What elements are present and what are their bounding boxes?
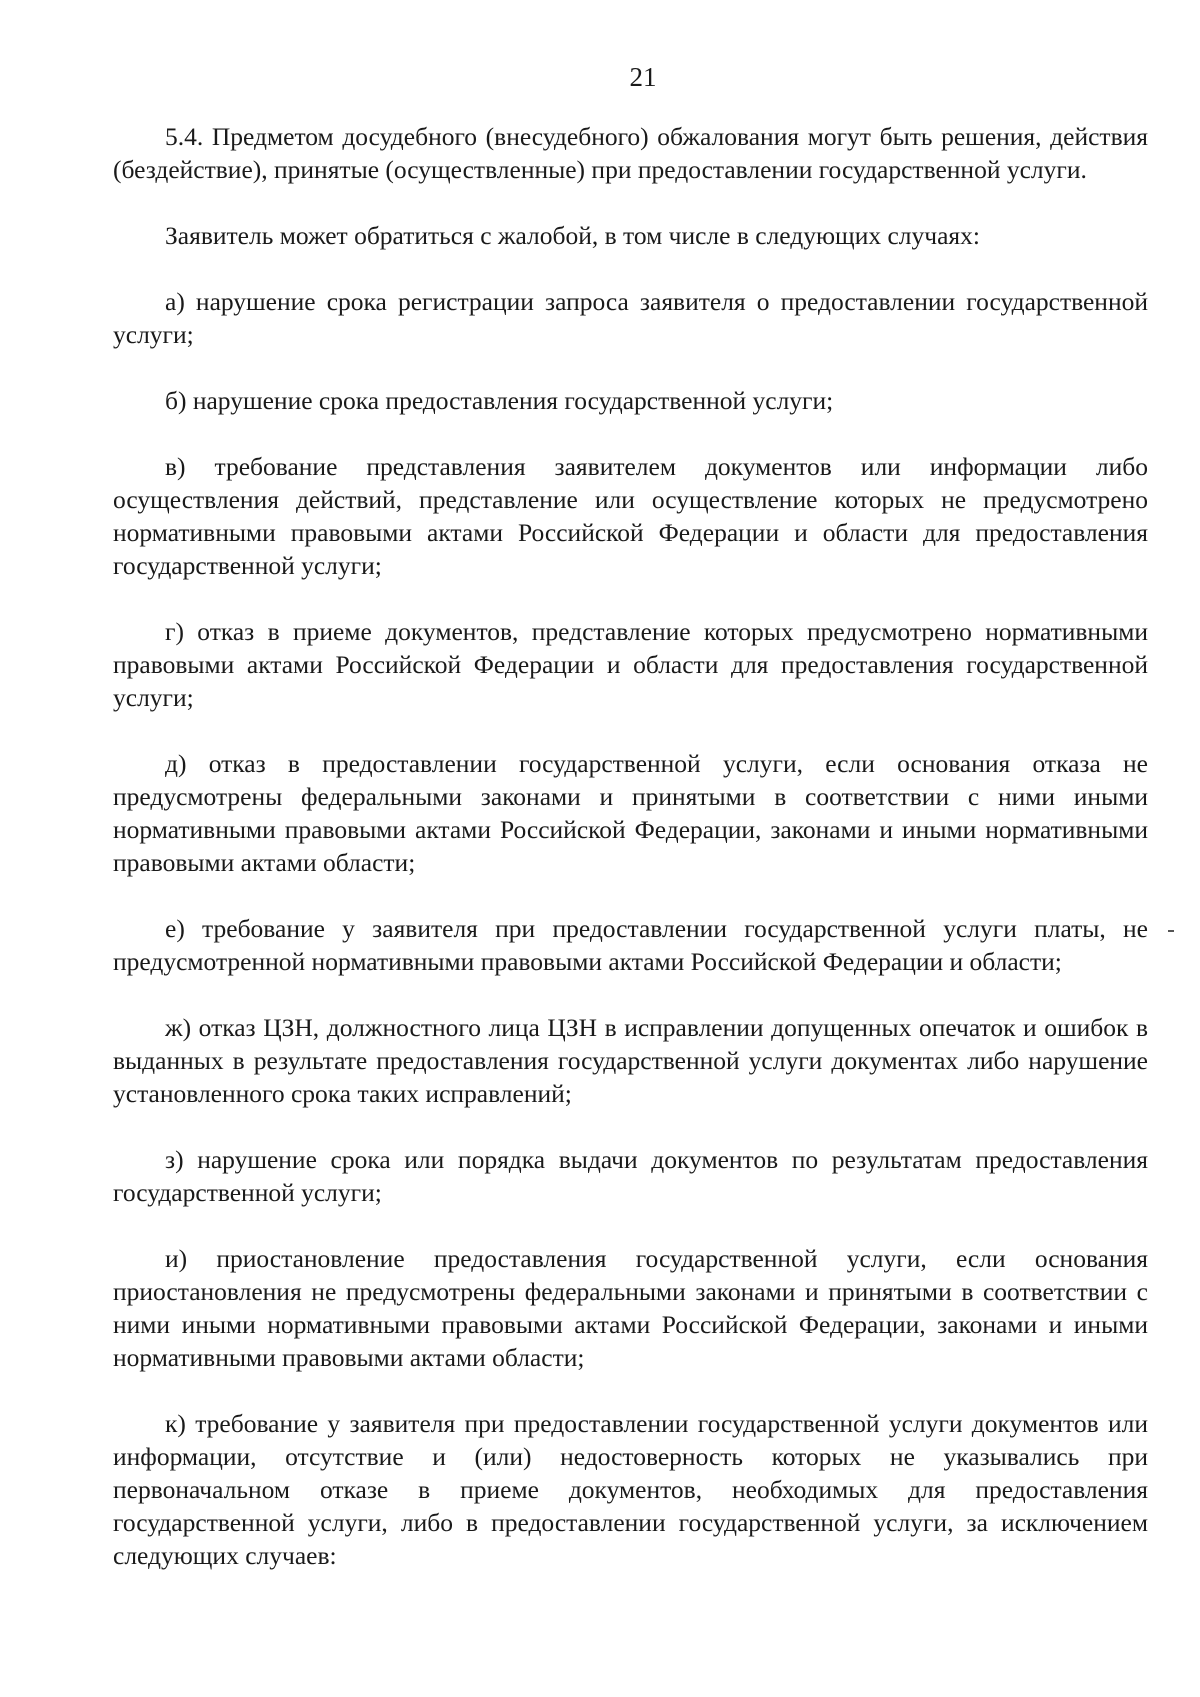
list-item-v: в) требование представления заявителем документов или информации либо осуществления действий, представление или осуществление которых не предусмотрено нормативными правовыми актами Российской Федерации и области для предоставления государственной услуги; <box>113 452 1148 580</box>
list-item-g: г) отказ в приеме документов, представление которых предусмотрено нормативными правовыми актами Российской Федерации и области для предоставления государственной услуги; <box>113 617 1148 712</box>
page-number: 21 <box>629 62 657 92</box>
list-item-k: к) требование у заявителя при предоставлении государственной услуги документов или информации, отсутствие и (или) недостоверность которых не указывались при первоначальном отказе в приеме документов, необходимых для предоставления государственной услуги, либо в предоставлении государственной услуги, за исключением следующих случаев: <box>113 1409 1148 1570</box>
document-page <box>113 60 1148 1605</box>
paragraph-5-4: 5.4. Предметом досудебного (внесудебного) обжалования могут быть решения, действия (бездействие), принятые (осуществленные) при предоставлении государственной услуги. <box>113 122 1148 184</box>
list-item-a: а) нарушение срока регистрации запроса заявителя о предоставлении государственной услуги; <box>113 287 1148 349</box>
list-item-d: д) отказ в предоставлении государственной услуги, если основания отказа не предусмотрены федеральными законами и принятыми в соответствии с ними иными нормативными правовыми актами Российской Федерации, законами и иными нормативными правовыми актами области; <box>113 749 1148 877</box>
list-item-zh: ж) отказ ЦЗН, должностного лица ЦЗН в исправлении допущенных опечаток и ошибок в выданных в результате предоставления государственной услуги документах либо нарушение установленного срока таких исправлений; <box>113 1013 1148 1108</box>
list-item-i: и) приостановление предоставления государственной услуги, если основания приостановления не предусмотрены федеральными законами и принятыми в соответствии с ними иными нормативными правовыми актами Российской Федерации, законами и иными нормативными правовыми актами области; <box>113 1244 1148 1372</box>
list-item-b: б) нарушение срока предоставления государственной услуги; <box>165 386 834 415</box>
list-item-z: з) нарушение срока или порядка выдачи документов по результатам предоставления государственной услуги; <box>113 1145 1148 1207</box>
list-item-e: е) требование у заявителя при предоставлении государственной услуги платы, не предусмотренной нормативными правовыми актами Российской Федерации и области; <box>113 914 1148 976</box>
paragraph-complaint-intro: Заявитель может обратиться с жалобой, в том числе в следующих случаях: <box>165 221 980 250</box>
scan-artifact-mark <box>1168 930 1174 932</box>
